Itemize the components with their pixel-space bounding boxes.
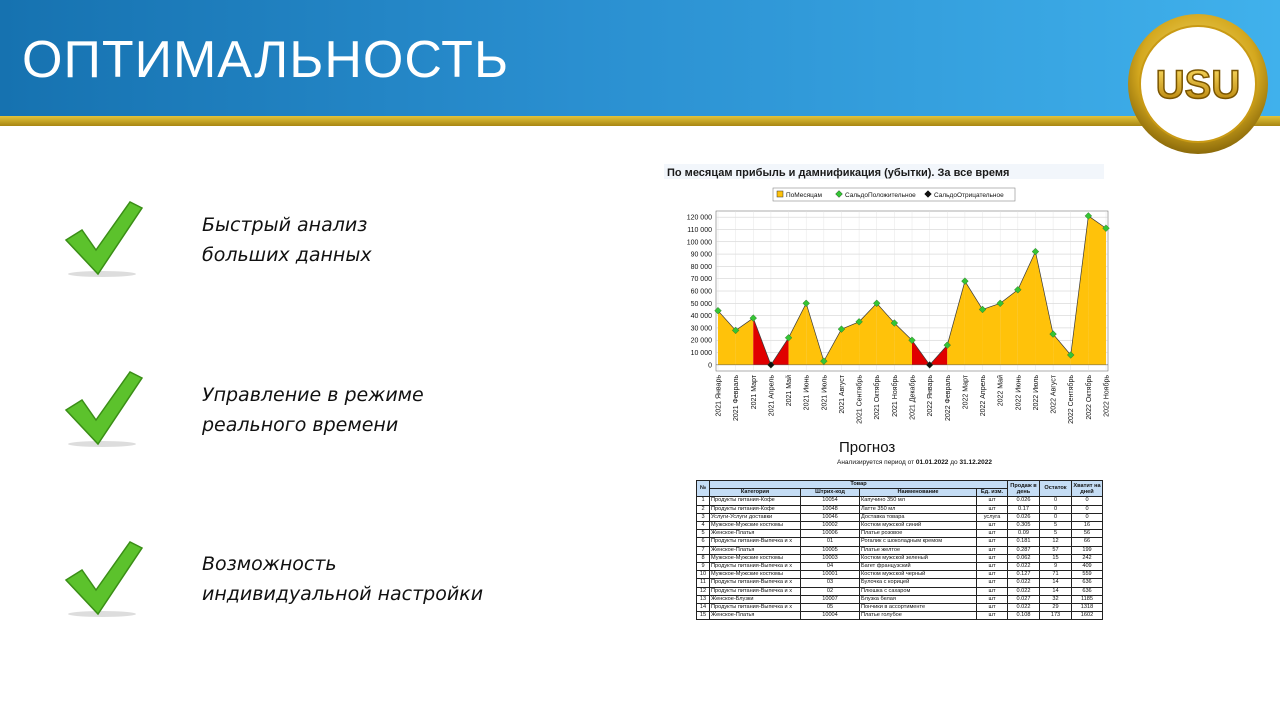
checkmark-icon <box>62 200 144 280</box>
table-cell: Блузка белая <box>860 595 977 603</box>
x-tick-label: 2021 Ноябрь <box>891 375 899 417</box>
x-tick-label: 2022 Февраль <box>944 375 952 421</box>
table-row <box>697 554 1103 562</box>
y-tick-label: 100 000 <box>686 239 712 247</box>
table-row <box>697 538 1103 546</box>
table-cell: шт <box>977 604 1008 612</box>
x-tick-label: 2021 Сентябрь <box>856 375 864 424</box>
table-cell: 0.022 <box>1008 587 1040 595</box>
col-category: Категория <box>710 489 801 497</box>
period-to: 31.12.2022 <box>959 459 993 466</box>
y-tick-label: 90 000 <box>690 251 712 259</box>
table-cell: 10 <box>697 571 710 579</box>
x-tick-label: 2021 Декабрь <box>909 375 917 420</box>
table-cell: шт <box>977 497 1008 505</box>
y-tick-label: 20 000 <box>690 337 712 345</box>
table-cell: Булочка с корицей <box>860 579 977 587</box>
table-cell: Пончики в ассортименте <box>860 604 977 612</box>
legend-label: СальдоПоложительное <box>845 192 916 199</box>
area-segment <box>983 303 1001 365</box>
table-row <box>697 513 1103 521</box>
table-cell: 0 <box>1072 505 1103 513</box>
x-tick-label: 2022 Июль <box>1032 375 1040 411</box>
table-cell: 5 <box>697 530 710 538</box>
col-name: Наименование <box>860 489 977 497</box>
table-cell: 0.17 <box>1008 505 1040 513</box>
slide-title: ОПТИМАЛЬНОСТЬ <box>22 31 510 89</box>
legend-label: ПоМесяцам <box>786 192 822 199</box>
table-cell: Продукты питания-Выпечка и х <box>710 563 801 571</box>
feature-2 <box>202 380 424 440</box>
table-cell: шт <box>977 546 1008 554</box>
x-tick-label: 2021 Апрель <box>768 375 776 417</box>
table-cell: 02 <box>801 587 860 595</box>
table-cell: 0.026 <box>1008 497 1040 505</box>
table-row <box>697 571 1103 579</box>
table-cell: Продукты питания-Кофе <box>710 497 801 505</box>
x-tick-label: 2022 Январь <box>927 375 935 417</box>
table-cell: шт <box>977 530 1008 538</box>
table-cell: 173 <box>1040 612 1072 620</box>
table-cell: 10003 <box>801 554 860 562</box>
col-days: Хватит на дней <box>1072 481 1103 497</box>
x-tick-label: 2021 Июль <box>821 375 829 411</box>
table-row <box>697 522 1103 530</box>
table-cell: шт <box>977 505 1008 513</box>
area-segment <box>1088 216 1106 365</box>
col-sales: Продаж в день <box>1008 481 1040 497</box>
period-mid: до <box>950 459 958 466</box>
table-cell: 29 <box>1040 604 1072 612</box>
table-cell: Платье розовое <box>860 530 977 538</box>
table-cell: 16 <box>1072 522 1103 530</box>
x-tick-label: 2022 Сентябрь <box>1068 375 1076 424</box>
period-from: 01.01.2022 <box>915 459 949 466</box>
feature-3 <box>202 549 483 609</box>
y-tick-label: 70 000 <box>690 276 712 284</box>
table-cell: 9 <box>1040 563 1072 571</box>
table-cell: Платье желтое <box>860 546 977 554</box>
x-tick-label: 2022 Июнь <box>1015 375 1023 411</box>
table-cell: 14 <box>1040 579 1072 587</box>
feature-3-line2: индивидуальной настройки <box>202 583 484 605</box>
x-tick-label: 2022 Апрель <box>980 375 988 417</box>
table-cell: шт <box>977 571 1008 579</box>
table-cell: 57 <box>1040 546 1072 554</box>
table-cell: шт <box>977 579 1008 587</box>
table-cell: 0.022 <box>1008 563 1040 571</box>
x-tick-label: 2022 Май <box>997 375 1005 407</box>
table-cell: Багет французский <box>860 563 977 571</box>
table-cell: 66 <box>1072 538 1103 546</box>
table-cell: 71 <box>1040 571 1072 579</box>
x-tick-label: 2021 Март <box>750 375 758 410</box>
table-cell: 199 <box>1072 546 1103 554</box>
forecast-title: Прогноз <box>839 439 896 456</box>
table-cell: 12 <box>697 587 710 595</box>
forecast-period <box>837 459 992 466</box>
table-cell: 2 <box>697 505 710 513</box>
feature-1-line1: Быстрый анализ <box>202 214 368 236</box>
table-row <box>697 546 1103 554</box>
table-cell: 0.022 <box>1008 579 1040 587</box>
table-cell: Капучино 350 мл <box>860 497 977 505</box>
table-cell: 12 <box>1040 538 1072 546</box>
table-cell: 13 <box>697 595 710 603</box>
table-cell: Мужское-Мужские костюмы <box>710 522 801 530</box>
table-cell: 0.027 <box>1008 595 1040 603</box>
table-row <box>697 612 1103 620</box>
x-tick-label: 2022 Август <box>1050 375 1058 414</box>
table-cell: 6 <box>697 538 710 546</box>
table-cell: 10004 <box>801 612 860 620</box>
table-cell: 559 <box>1072 571 1103 579</box>
table-cell: Плюшка с сахаром <box>860 587 977 595</box>
col-group-product: Товар <box>710 481 1008 489</box>
usu-logo <box>1126 12 1270 156</box>
x-tick-label: 2022 Ноябрь <box>1103 375 1111 417</box>
table-cell: 636 <box>1072 579 1103 587</box>
table-cell: 10001 <box>801 571 860 579</box>
table-cell: 11 <box>697 579 710 587</box>
col-num: № <box>697 481 710 497</box>
table-row <box>697 497 1103 505</box>
table-cell: 0.09 <box>1008 530 1040 538</box>
y-tick-label: 50 000 <box>690 300 712 308</box>
forecast-table <box>696 480 1103 620</box>
table-cell: 8 <box>697 554 710 562</box>
table-cell: 3 <box>697 513 710 521</box>
legend-swatch <box>777 191 783 197</box>
table-row <box>697 595 1103 603</box>
table-cell: 10054 <box>801 497 860 505</box>
y-tick-label: 30 000 <box>690 325 712 333</box>
table-cell: 636 <box>1072 587 1103 595</box>
y-tick-label: 0 <box>708 362 712 370</box>
table-cell: 04 <box>801 563 860 571</box>
feature-1 <box>202 210 372 270</box>
table-cell: 0 <box>1040 505 1072 513</box>
x-tick-label: 2021 Октябрь <box>874 375 882 420</box>
table-cell: 14 <box>1040 587 1072 595</box>
table-cell: Костюм мужской черный <box>860 571 977 579</box>
table-cell: Мужское-Мужские костюмы <box>710 554 801 562</box>
table-cell: 1318 <box>1072 604 1103 612</box>
table-cell: 10006 <box>801 530 860 538</box>
table-cell: шт <box>977 612 1008 620</box>
x-tick-label: 2022 Март <box>962 375 970 410</box>
table-cell: 1 <box>697 497 710 505</box>
table-cell: Продукты питания-Выпечка и х <box>710 579 801 587</box>
table-cell: шт <box>977 587 1008 595</box>
table-cell: Костюм мужской синий <box>860 522 977 530</box>
table-cell: 242 <box>1072 554 1103 562</box>
table-cell: Рогалик с шоколадным кремом <box>860 538 977 546</box>
x-tick-label: 2021 Май <box>786 375 794 407</box>
table-cell: 0.108 <box>1008 612 1040 620</box>
feature-2-line1: Управление в режиме <box>202 384 424 406</box>
table-cell: 0 <box>1072 513 1103 521</box>
table-cell: Продукты питания-Выпечка и х <box>710 587 801 595</box>
x-tick-label: 2021 Февраль <box>733 375 741 421</box>
table-cell: Мужское-Мужские костюмы <box>710 571 801 579</box>
feature-2-line2: реального времени <box>202 414 399 436</box>
table-cell: шт <box>977 554 1008 562</box>
period-prefix: Анализируется период от <box>837 459 915 466</box>
feature-1-line2: больших данных <box>202 244 372 266</box>
table-cell: 56 <box>1072 530 1103 538</box>
table-cell: 15 <box>697 612 710 620</box>
table-cell: 01 <box>801 538 860 546</box>
table-cell: Женское-Платья <box>710 530 801 538</box>
table-cell: Костюм мужской зеленый <box>860 554 977 562</box>
logo-text: USU <box>1155 63 1241 107</box>
table-row <box>697 604 1103 612</box>
table-cell: шт <box>977 538 1008 546</box>
x-tick-label: 2021 Август <box>838 375 846 414</box>
col-unit: Ед. изм. <box>977 489 1008 497</box>
table-cell: 32 <box>1040 595 1072 603</box>
table-cell: 9 <box>697 563 710 571</box>
table-cell: Платье голубое <box>860 612 977 620</box>
y-tick-label: 80 000 <box>690 263 712 271</box>
x-tick-label: 2021 Июнь <box>803 375 811 411</box>
table-cell: 0 <box>1072 497 1103 505</box>
y-tick-label: 60 000 <box>690 288 712 296</box>
header-gold-stripe <box>0 116 1280 126</box>
table-cell: 4 <box>697 522 710 530</box>
table-row <box>697 563 1103 571</box>
table-cell: 1185 <box>1072 595 1103 603</box>
table-cell: 0.026 <box>1008 513 1040 521</box>
table-row <box>697 505 1103 513</box>
table-cell: 7 <box>697 546 710 554</box>
table-cell: 1602 <box>1072 612 1103 620</box>
table-cell: 0 <box>1040 513 1072 521</box>
table-cell: 15 <box>1040 554 1072 562</box>
col-barcode: Штрих-код <box>801 489 860 497</box>
table-cell: шт <box>977 522 1008 530</box>
table-cell: Продукты питания-Выпечка и х <box>710 538 801 546</box>
x-tick-label: 2021 Январь <box>715 375 723 417</box>
col-stock: Остаток <box>1040 481 1072 497</box>
table-row <box>697 579 1103 587</box>
table-cell: 0 <box>1040 497 1072 505</box>
table-cell: 03 <box>801 579 860 587</box>
table-cell: 14 <box>697 604 710 612</box>
profit-chart <box>660 182 1120 432</box>
y-tick-label: 40 000 <box>690 313 712 321</box>
table-cell: шт <box>977 563 1008 571</box>
y-tick-label: 10 000 <box>690 350 712 358</box>
checkmark-icon <box>62 370 144 450</box>
table-cell: 10048 <box>801 505 860 513</box>
table-cell: 5 <box>1040 530 1072 538</box>
table-cell: 10002 <box>801 522 860 530</box>
feature-3-line1: Возможность <box>202 553 337 575</box>
table-cell: 409 <box>1072 563 1103 571</box>
table-cell: 0.127 <box>1008 571 1040 579</box>
table-cell: 5 <box>1040 522 1072 530</box>
table-cell: Услуги-Услуги доставки <box>710 513 801 521</box>
table-cell: 05 <box>801 604 860 612</box>
table-cell: 0.181 <box>1008 538 1040 546</box>
table-cell: Женское-Платья <box>710 612 801 620</box>
table-cell: Женское-Блузки <box>710 595 801 603</box>
legend-label: СальдоОтрицательное <box>934 192 1004 199</box>
table-cell: Латте 350 мл <box>860 505 977 513</box>
table-cell: Продукты питания-Выпечка и х <box>710 604 801 612</box>
table-cell: 0.287 <box>1008 546 1040 554</box>
table-cell: услуга <box>977 513 1008 521</box>
chart-title: По месяцам прибыль и дамнификация (убытки). За все время <box>667 167 1010 179</box>
table-cell: 0.305 <box>1008 522 1040 530</box>
table-cell: Женское-Платья <box>710 546 801 554</box>
table-cell: 0.062 <box>1008 554 1040 562</box>
y-tick-label: 110 000 <box>687 226 712 234</box>
x-tick-label: 2022 Октябрь <box>1085 375 1093 420</box>
table-cell: шт <box>977 595 1008 603</box>
checkmark-icon <box>62 540 144 620</box>
table-cell: Доставка товара <box>860 513 977 521</box>
table-row <box>697 587 1103 595</box>
table-cell: 0.022 <box>1008 604 1040 612</box>
table-cell: 10005 <box>801 546 860 554</box>
table-cell: 10007 <box>801 595 860 603</box>
table-row <box>697 530 1103 538</box>
y-tick-label: 120 000 <box>686 214 712 222</box>
table-cell: Продукты питания-Кофе <box>710 505 801 513</box>
table-cell: 10046 <box>801 513 860 521</box>
